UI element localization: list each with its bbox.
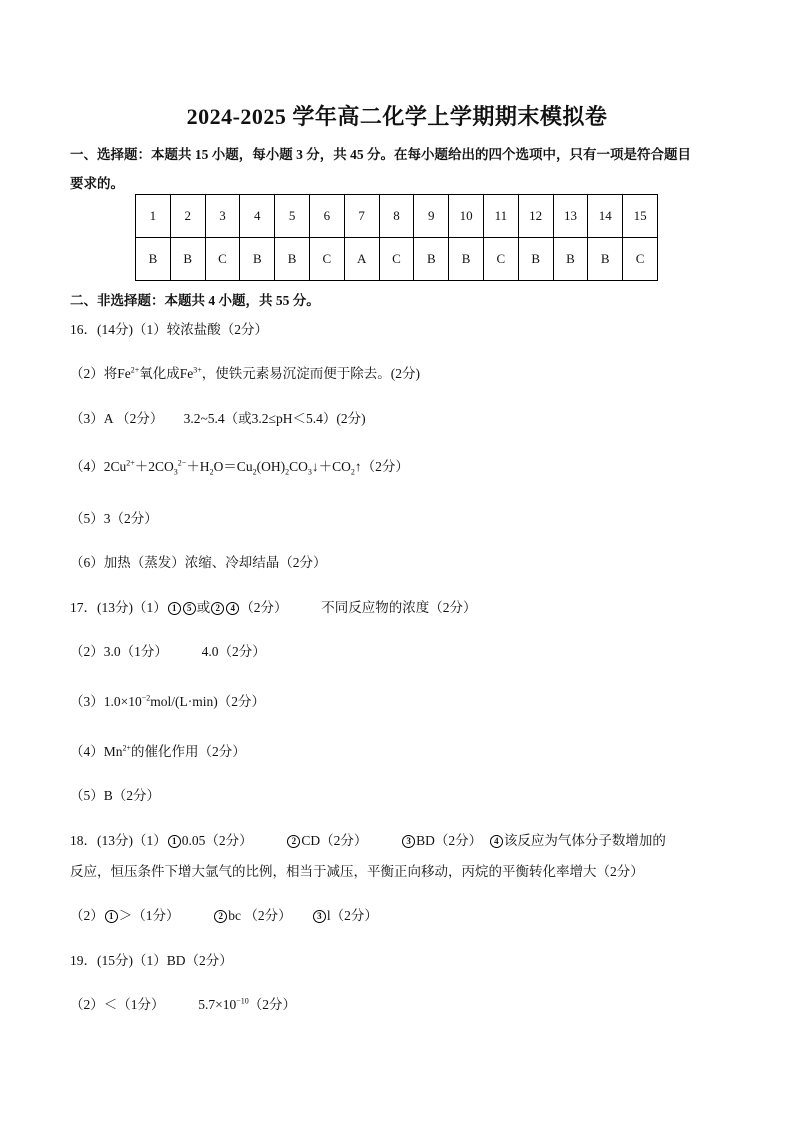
question-number-row [136,195,658,238]
answer-cell: B [136,238,171,281]
q16-line2: （2）将$Fe^{2+}$氧化成$Fe^{3+}$，使铁元素易沉淀而便于除去。(2分) [70,365,421,381]
question-number: 11 [483,195,518,238]
q18-line1: 18．(13分)（1） 1 0.05（2分） 2 CD（2分） 3 BD（2分） 4 该反应为气体分子数增加的 [70,833,666,848]
answer-row [136,238,658,281]
q19-line2: （2）＜（1分） $5.7\times 10^{-10}(2$分） [70,996,297,1012]
answer-cell: A [344,238,379,281]
question-number: 8 [379,195,414,238]
q16-line3: （3）A （2分） 3.2~5.4（或3.2≤pH＜5.4）(2分) [70,411,366,426]
question-number: 14 [588,195,623,238]
answer-cell: C [309,238,344,281]
question-number: 3 [205,195,240,238]
answer-cell: B [240,238,275,281]
q17-line2: （2）3.0（1分） 4.0（2分） [70,644,266,659]
answer-cell: B [553,238,588,281]
question-number: 2 [170,195,205,238]
answer-cell: B [518,238,553,281]
answer-cell: C [623,238,658,281]
q17-line1: 17．(13分)（1） 1 5 或 2 4 （2分） 不同反应物的浓度（2分） [70,600,477,615]
answer-cell: B [414,238,449,281]
question-number: 7 [344,195,379,238]
q19-line1: 19．(15分)（1）BD（2分） [70,953,233,968]
q18-line3: （2） 1 ＞（1分） 2 bc （2分） 3 l（2分） [70,908,378,923]
question-number: 9 [414,195,449,238]
answer-cell: B [170,238,205,281]
section1-heading-line1: 一、选择题：本题共 15 小题，每小题 3 分，共 45 分。在每小题给出的四个选项中，只有一项是符合题目 [70,147,691,162]
answer-cell: C [483,238,518,281]
answer-cell: C [205,238,240,281]
answer-cell: B [588,238,623,281]
section2-heading: 二、非选择题：本题共 4 小题，共 55 分。 [70,293,320,308]
question-number: 6 [309,195,344,238]
q16-line6: （6）加热（蒸发）浓缩、冷却结晶（2分） [70,555,327,570]
question-number: 4 [240,195,275,238]
q16-line5: （5）3（2分） [70,511,158,526]
page-title: 2024-2025 学年高二化学上学期期末模拟卷 [186,104,608,129]
q17-line4: $(4)Mn^{2+}$的催化作用（2分） [70,743,246,759]
question-number: 12 [518,195,553,238]
question-number: 15 [623,195,658,238]
q16-line1: 16．(14分)（1）较浓盐酸（2分） [70,322,268,337]
answer-cell: B [275,238,310,281]
question-number: 1 [136,195,171,238]
answer-cell: B [449,238,484,281]
question-number: 10 [449,195,484,238]
q18-line2: 反应，恒压条件下增大氩气的比例，相当于减压，平衡正向移动，丙烷的平衡转化率增大（2分） [70,864,644,879]
answer-cell: C [379,238,414,281]
q16-line4-equation: $(4)2Cu^{2+}+2CO_3^{2-}+H_2O=Cu_2(OH)_2CO_3↓+CO_2↑(2$分） [70,458,409,477]
question-number: 5 [275,195,310,238]
answer-table [135,194,658,281]
q17-line5: （5）B（2分） [70,788,161,803]
question-number: 13 [553,195,588,238]
q17-line3: $(3)1.0\times 10^{-2}mol/(L\cdot\min)(2$分） [70,693,266,709]
section1-heading-line2: 要求的。 [70,176,124,191]
